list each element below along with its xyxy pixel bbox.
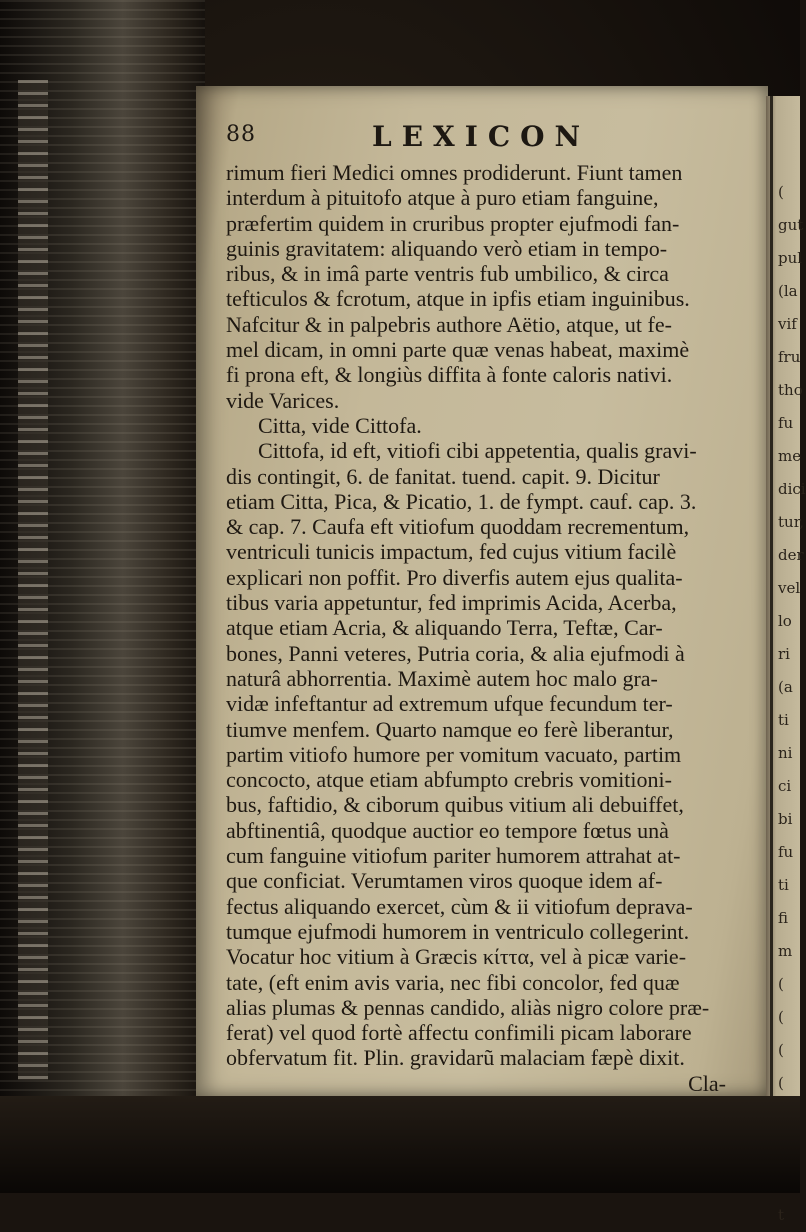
text-line: tefticulos & fcrotum, atque in ipfis etiam inguinibus.: [226, 286, 690, 312]
facing-page-fragment: (: [778, 1074, 784, 1092]
text-line: alias plumas & pennas candido, aliàs nigro colore præ-: [226, 994, 710, 1020]
facing-page-fragment: (: [778, 975, 784, 993]
facing-page-fragment: ri: [778, 645, 790, 663]
facing-page-fragment: fi: [778, 909, 789, 927]
bottom-shadow: [0, 1096, 800, 1193]
text-line: interdum à pituitofo atque à puro etiam fanguine,: [226, 185, 659, 211]
text-line: ferat) vel quod fortè affectu confimili picam laborare: [226, 1020, 692, 1046]
text-line: obfervatum fit. Plin. gravidarũ malaciam fæpè dixit.: [226, 1045, 685, 1071]
text-line: Vocatur hoc vitium à Græcis κίττα, vel à picæ varie-: [226, 944, 687, 970]
text-line: partim vitiofo humore per vomitum vacuato, partim: [226, 741, 682, 767]
text-line: fectus aliquando exercet, cùm & ii vitiofum deprava-: [226, 893, 693, 919]
facing-page-edge: [766, 96, 806, 1224]
text-line: Nafcitur & in palpebris authore Aëtio, atque, ut fe-: [226, 311, 672, 337]
facing-page-fragment: vif: [778, 315, 797, 333]
text-line: naturâ abhorrentia. Maximè autem hoc malo gra-: [226, 665, 658, 691]
text-line: rimum fieri Medici omnes prodiderunt. Fiunt tamen: [226, 160, 683, 185]
text-line: tibus varia appetuntur, fed imprimis Acida, Acerba,: [226, 590, 677, 616]
catchword: Cla-: [688, 1070, 726, 1096]
facing-page-fragment: tur,: [778, 513, 804, 531]
text-line: vidæ infeftantur ad extremum ufque fecundum ter-: [226, 691, 673, 717]
facing-page-fragment: t: [778, 1206, 785, 1224]
facing-page-fragment: dici: [778, 480, 806, 498]
text-line: Cittofa, id eft, vitiofi cibi appetentia, qualis gravi-: [258, 438, 697, 464]
facing-page-fragment: (: [778, 183, 784, 201]
text-line: vide Varices.: [226, 387, 340, 413]
text-line: & cap. 7. Caufa eft vitiofum quoddam recrementum,: [226, 514, 690, 540]
facing-page-fragment: fru: [778, 348, 801, 366]
facing-page-fragment: ti: [778, 711, 789, 729]
facing-page-fragment: (a: [778, 678, 793, 696]
text-line: ventriculi tunicis impactum, fed cujus vitium facilè: [226, 539, 677, 565]
facing-page-fragment: lo: [778, 612, 792, 630]
text-line: mel dicam, in omni parte quæ venas habeat, maximè: [226, 337, 690, 363]
facing-page-fragment: ti: [778, 876, 789, 894]
facing-page-fragment: tho: [778, 381, 803, 399]
facing-page-fragment: (: [778, 1041, 784, 1059]
facing-page-fragment: gut: [778, 216, 804, 234]
text-line: præfertim quidem in cruribus propter ejufmodi fan-: [226, 210, 680, 236]
facing-page-fragment: fu: [778, 843, 794, 861]
facing-page-fragment: fu: [778, 414, 794, 432]
facing-page-fragment: pul: [778, 249, 803, 267]
facing-page-fragment: m: [778, 942, 793, 960]
text-line: etiam Citta, Pica, & Picatio, 1. de fympt. cauf. cap. 3.: [226, 488, 697, 514]
text-line: bus, faftidio, & ciborum quibus vitium ali debuiffet,: [226, 792, 684, 818]
text-line: concocto, atque etiam abfumpto crebris vomitioni-: [226, 767, 672, 793]
facing-page-fragment: vel: [778, 579, 801, 597]
text-line: bones, Panni veteres, Putria coria, & alia ejufmodi à: [226, 640, 685, 666]
facing-page-fragment: (la: [778, 282, 798, 300]
book-edge-left: [0, 0, 205, 1193]
text-line: atque etiam Acria, & aliquando Terra, Teftæ, Car-: [226, 615, 663, 641]
text-line: Citta, vide Cittofa.: [258, 412, 422, 438]
body-text: [226, 160, 756, 1096]
text-line: abftinentiâ, quodque auctior eo tempore fœtus unà: [226, 817, 669, 843]
text-line: tate, (eft enim avis varia, nec fibi concolor, fed quæ: [226, 969, 680, 995]
facing-page-fragment: bi: [778, 810, 793, 828]
text-line: cum fanguine vitiofum pariter humorem attrahat at-: [226, 843, 681, 869]
text-line: que conficiat. Verumtamen viros quoque idem af-: [226, 868, 663, 894]
text-line: tumque ejufmodi humorem in ventriculo collegerint.: [226, 918, 690, 944]
facing-page-fragment: ci: [778, 777, 792, 795]
text-line: explicari non poffit. Pro diverfis autem ejus qualita-: [226, 564, 683, 590]
page-number: 88: [226, 122, 256, 147]
text-line: guinis gravitatem: aliquando verò etiam in tempo-: [226, 235, 668, 261]
facing-page-rule: [770, 96, 773, 1106]
facing-page-text: [778, 176, 806, 1232]
text-line: tiumve menfem. Quarto namque eo ferè liberantur,: [226, 716, 674, 742]
book-edge-pages: [18, 80, 48, 1080]
facing-page-fragment: ni: [778, 744, 793, 762]
text-line: dis contingit, 6. de fanitat. tuend. capit. 9. Dicitur: [226, 463, 660, 489]
text-line: fi prona eft, & longiùs diffita à fonte caloris nativi.: [226, 362, 673, 388]
running-head: LEXICON: [372, 120, 591, 153]
facing-page-fragment: me: [778, 447, 802, 465]
facing-page-fragment: (: [778, 1008, 784, 1026]
facing-page-fragment: der: [778, 546, 804, 564]
text-line: ribus, & in imâ parte ventris fub umbilico, & circa: [226, 261, 669, 287]
page-header: [226, 122, 746, 154]
